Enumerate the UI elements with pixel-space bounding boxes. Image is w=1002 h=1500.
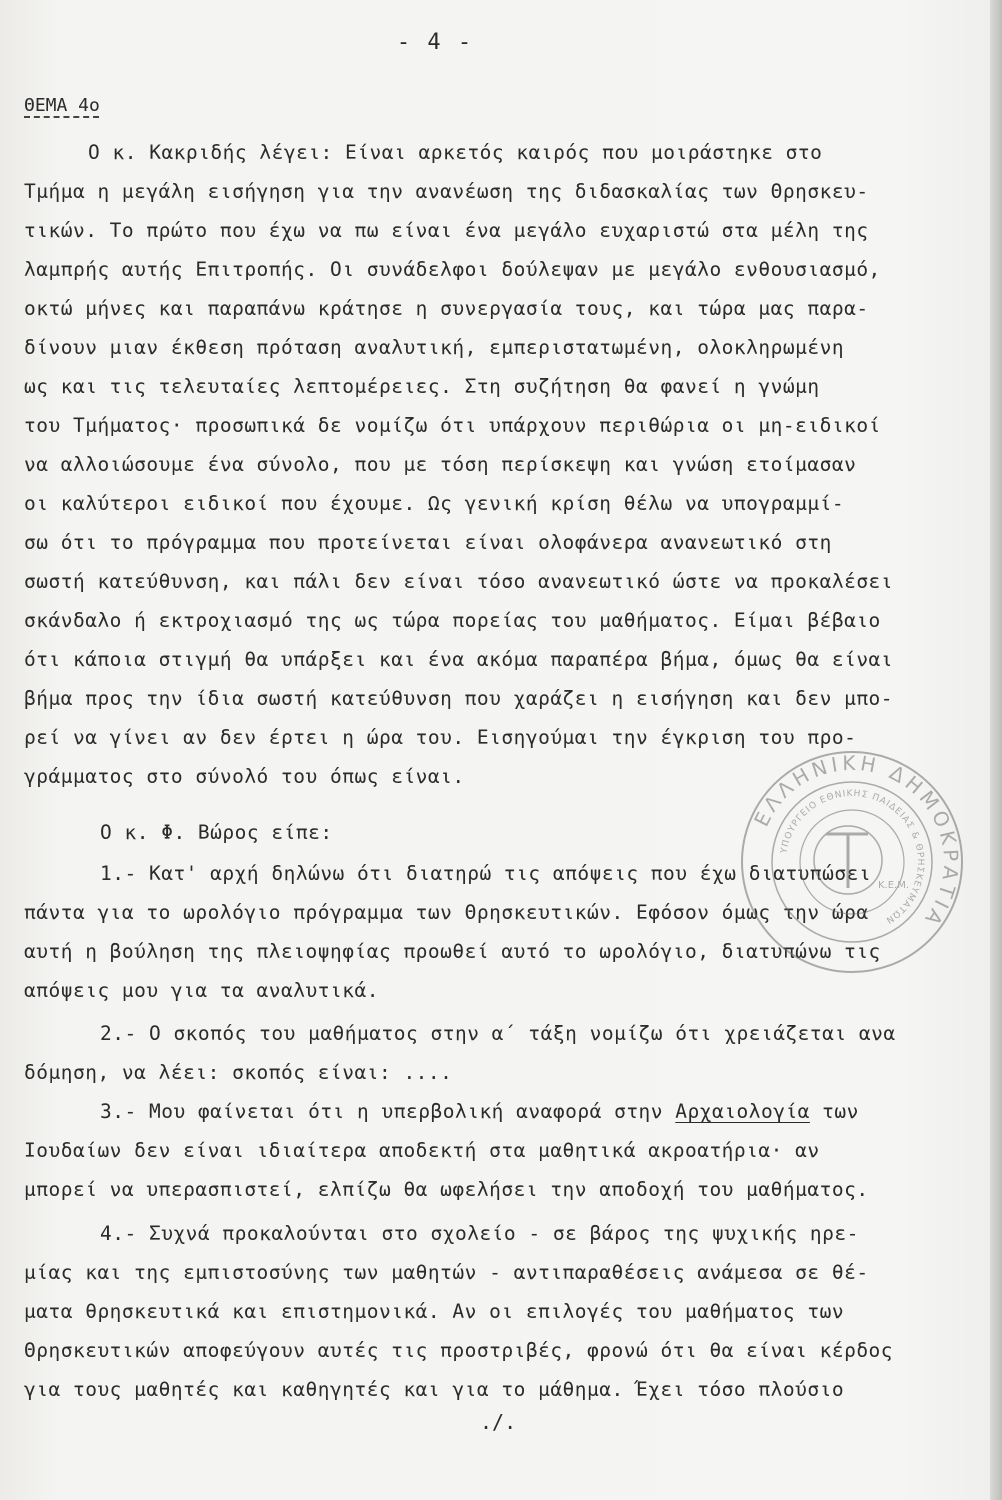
- text-line: Θρησκευτικών αποφεύγουν αυτές τις προστριβές, φρονώ ότι θα είναι κέρδος: [24, 1339, 894, 1362]
- official-stamp-icon: [738, 748, 966, 976]
- text-line: σω ότι το πρόγραμμα που προτείνεται είναι ολοφάνερα ανανεωτικό στη: [24, 531, 832, 554]
- text-line: μίας και της εμπιστοσύνης των μαθητών - αντιπαραθέσεις ανάμεσα σε θέ-: [24, 1261, 869, 1284]
- page-edge: [990, 0, 1002, 1500]
- text-line: ματα θρησκευτικά και επιστημονικά. Αν οι επιλογές του μαθήματος των: [24, 1300, 845, 1323]
- text-line: Ο κ. Κακριδής λέγει: Είναι αρκετός καιρός που μοιράστηκε στο: [88, 141, 823, 164]
- text-line: βήμα προς την ίδια σωστή κατεύθυνση που χαράζει η εισήγηση και δεν μπο-: [24, 687, 894, 710]
- text-line: πάντα για το ωρολόγιο πρόγραμμα των Θρησκευτικών. Εφόσον όμως την ώρα: [24, 901, 869, 924]
- stamp-center-text: Κ.Ε.Μ.: [878, 880, 910, 891]
- text-line: τικών. Το πρώτο που έχω να πω είναι ένα μεγάλο ευχαριστώ στα μέλη της: [24, 219, 869, 242]
- svg-text:ΕΛΛΗΝΙΚΗ ΔΗΜΟΚΡΑΤΙΑ: [749, 751, 963, 933]
- text-line: αυτή η βούληση της πλειοψηφίας προωθεί αυτό το ωρολόγιο, διατυπώνω τις: [24, 940, 881, 963]
- text-line: γράμματος στο σύνολό του όπως είναι.: [24, 765, 465, 788]
- text-line: δίνουν μιαν έκθεση πρόταση αναλυτική, εμπεριστατωμένη, ολοκληρωμένη: [24, 336, 845, 359]
- text-line: να αλλοιώσουμε ένα σύνολο, που με τόση περίσκεψη και γνώση ετοίμασαν: [24, 453, 857, 476]
- section-heading: ΘΕΜΑ 4ο: [24, 95, 100, 116]
- text-line: του Τμήματος· προσωπικά δε νομίζω ότι υπάρχουν περιθώρια οι μη-ειδικοί: [24, 414, 881, 437]
- page-number: - 4 -: [396, 30, 474, 55]
- stamp-middle-ring: [772, 782, 932, 942]
- text-segment: 3.- Μου φαίνεται ότι η υπερβολική αναφορά στην: [100, 1100, 676, 1123]
- text-line: [100, 1102, 859, 1122]
- text-line: για τους μαθητές και καθηγητές και για το μάθημα. Έχει τόσο πλούσιο: [24, 1378, 845, 1401]
- text-line: 1.- Κατ' αρχή δηλώνω ότι διατηρώ τις απόψεις που έχω διατυπώσει: [100, 862, 872, 885]
- text-line: απόψεις μου για τα αναλυτικά.: [24, 979, 379, 1002]
- text-line: ρεί να γίνει αν δεν έρτει η ώρα του. Εισηγούμαι την έγκριση του προ-: [24, 726, 857, 749]
- text-line: 2.- Ο σκοπός του μαθήματος στην α΄ τάξη νομίζω ότι χρειάζεται ανα: [100, 1022, 896, 1045]
- text-line: δόμηση, να λέει: σκοπός είναι: ....: [24, 1061, 453, 1084]
- text-line: ότι κάποια στιγμή θα υπάρξει και ένα ακόμα παραπέρα βήμα, όμως θα είναι: [24, 648, 894, 671]
- text-line: σωστή κατεύθυνση, και πάλι δεν είναι τόσο ανανεωτικό ώστε να προκαλέσει: [24, 570, 894, 593]
- text-line: οκτώ μήνες και παραπάνω κράτησε η συνεργασία τους, και τώρα μας παρα-: [24, 297, 869, 320]
- text-line: ως και τις τελευταίες λεπτομέρειες. Στη συζήτηση θα φανεί η γνώμη: [24, 375, 820, 398]
- underlined-term: Αρχαιολογία: [675, 1100, 810, 1123]
- text-line: μπορεί να υπερασπιστεί, ελπίζω θα ωφελήσει την αποδοχή του μαθήματος.: [24, 1178, 869, 1201]
- text-line: σκάνδαλο ή εκτροχιασμό της ως τώρα πορείας του μαθήματος. Είμαι βέβαιο: [24, 609, 881, 632]
- stamp-emblem: [814, 826, 882, 894]
- text-segment: των: [809, 1100, 859, 1123]
- text-line: Ιουδαίων δεν είναι ιδιαίτερα αποδεκτή στα μαθητικά ακροατήρια· αν: [24, 1139, 820, 1162]
- text-line: Ο κ. Φ. Βώρος είπε:: [100, 821, 333, 844]
- text-line: Τμήμα η μεγάλη εισήγηση για την ανανέωση της διδασκαλίας των Θρησκευ-: [24, 180, 869, 203]
- text-line: λαμπρής αυτής Επιτροπής. Οι συνάδελφοι δούλεψαν με μεγάλο ενθουσιασμό,: [24, 258, 881, 281]
- continuation-mark: ./.: [480, 1410, 517, 1434]
- text-line: 4.- Συχνά προκαλούνται στο σχολείο - σε βάρος της ψυχικής ηρε-: [100, 1222, 859, 1245]
- stamp-outer-text: ΕΛΛΗΝΙΚΗ ΔΗΜΟΚΡΑΤΙΑ: [749, 750, 964, 933]
- stamp-inner-text: ΥΠΟΥΡΓΕΙΟ ΕΘΝΙΚΗΣ ΠΑΙΔΕΙΑΣ & ΘΡΗΣΚΕΥΜΑΤΩΝ: [779, 788, 926, 926]
- text-line: οι καλύτεροι ειδικοί που έχουμε. Ως γενική κρίση θέλω να υπογραμμί-: [24, 492, 845, 515]
